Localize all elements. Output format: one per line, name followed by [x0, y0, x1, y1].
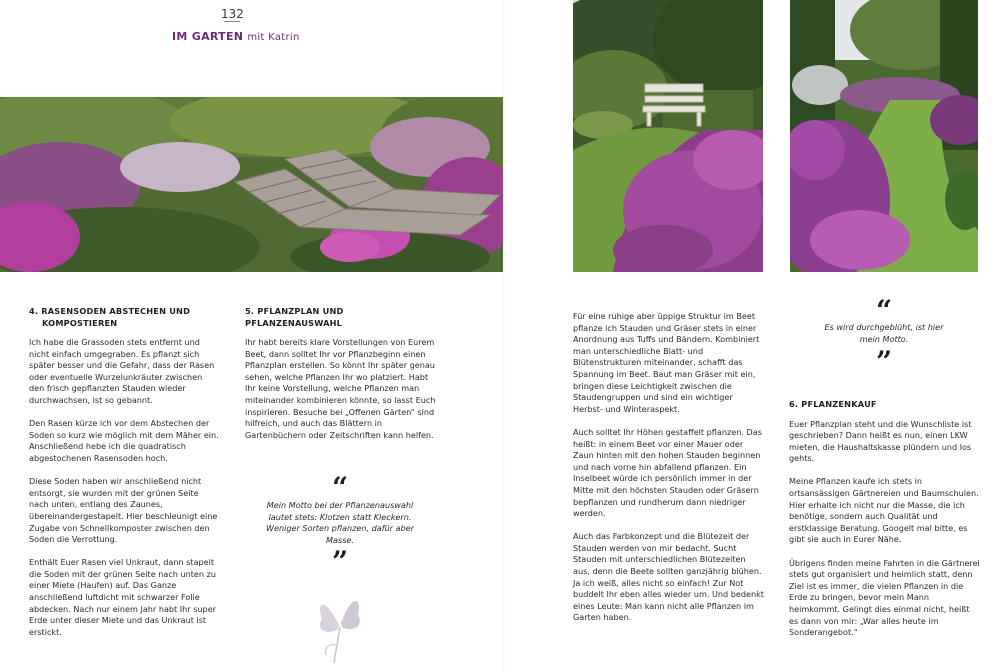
paragraph: Übrigens finden meine Fahrten in die Gärtnerei stets gut organisiert und heimlich statt, denn Ziel ist es immer, die vielen Pflanzen in die Erde zu bringen, bevor mein Mann heimkommt. Gelingt dies einmal nicht, heißt es dann von mir: „War alles heute im Sonderangebot.“	[789, 557, 980, 638]
quote-open-mark: “	[875, 294, 893, 327]
garden-loungers-photo	[0, 97, 503, 272]
section-title-main: IM GARTEN	[172, 30, 244, 43]
column-rasensoden	[29, 306, 219, 650]
heading-line-2: PFLANZENAUSWAHL	[245, 317, 343, 328]
pull-quote-motto: Mein Motto bei der Pflanzenauswahl lautet stets: Klotzen statt Kleckern. Weniger Sorten pflanzen, dafür aber Masse.	[266, 500, 414, 545]
paragraph: Euer Pflanzplan steht und die Wunschliste ist geschrieben? Dann heißt es nun, einen LKW mieten, die Haushaltskasse plündern und los gehts.	[789, 418, 972, 464]
garden-bench-photo	[573, 0, 763, 272]
paragraph: Ich habe die Grassoden stets entfernt und nicht einfach umgegraben. Es pflanzt sich später besser und die Gefahr, dass der Rasen oder eventuelle Wurzelunkräuter zwischen den frisch gepflanzten Stauden wieder durchwachsen, ist so gebannt.	[29, 337, 215, 405]
heading-line-2: KOMPOSTIEREN	[42, 317, 118, 328]
column-pflanzenkauf	[789, 399, 981, 650]
paragraph: Den Rasen kürze ich vor dem Abstechen der Soden so kurz wie möglich mit dem Mäher ein. Anschließend hebe ich die quadratisch abgestochenen Rasensoden hoch.	[29, 418, 219, 463]
section-title-sub: mit Katrin	[247, 32, 300, 43]
paragraph: Auch das Farbkonzept und die Blütezeit der Stauden werden von mir bedacht. Sucht Stauden mit unterschiedlichen Blütezeiten aus, denn die Beete sollten ganzjährig blühen. Ja ich weiß, alles nicht so einfach! Zur Not buddelt Ihr eben alles wieder um. Und bedenkt eines Leute: Man kann nicht alle Pflanzen im Garten haben.	[573, 531, 764, 623]
paragraph: Auch solltet Ihr Höhen gestaffelt pflanzen. Das heißt: in einem Beet vor einer Mauer oder Zaun hinten mit den hohen Stauden beginnen und nach vorne hin abfallend pflanzen. Ein Inselbeet würde ich persönlich immer in der Mitte mit den höchsten Stauden oder Gräsern bepflanzen und rundherum dann niedriger werden.	[573, 426, 762, 519]
page-number: 132	[221, 7, 244, 21]
heading-pflanzenkauf: 6. PFLANZENKAUF	[789, 399, 877, 409]
paragraph: Diese Soden haben wir anschließend nicht entsorgt, sie wurden mit der grünen Seite nach unten, entlang des Zaunes, übereinandergestapelt. Hier beschleunigt eine Zugabe von Schnellkomposter zwischen den Soden die Verrottung.	[29, 476, 218, 545]
quote-open-mark: “	[331, 471, 349, 504]
quote-close-mark: ”	[875, 345, 893, 378]
heading-line-1: 4. RASENSODEN ABSTECHEN UND	[29, 306, 191, 316]
paragraph: Enthält Euer Rasen viel Unkraut, dann stapelt die Soden mit der grünen Seite nach unten zu einer Miete (Haufen) auf. Das Ganze anschließend luftdicht mit schwarzer Folie abdecken. Nach nur einem Jahr habt Ihr super Erde unter dieser Miete und das Unkraut ist erstickt.	[29, 557, 216, 637]
garden-lawn-photo	[790, 0, 978, 272]
section-title	[172, 30, 300, 43]
column-struktur	[573, 311, 765, 636]
column-pflanzplan	[245, 306, 437, 453]
paragraph: Meine Pflanzen kaufe ich stets in ortsansässigen Gärtnereien und Baumschulen. Hier erhalte ich nicht nur die Masse, die ich benötige, sondern auch Qualität und erstklassige Beratung. Googelt mal bitte, es gibt sie auch in Eurer Nähe.	[789, 476, 979, 545]
pull-quote-durchgebluht: Es wird durchgeblüht, ist hier mein Motto.	[824, 322, 944, 344]
paragraph: Für eine ruhige aber üppige Struktur im Beet pflanze ich Stauden und Gräser stets in einer Anordnung aus Tuffs und Bändern. Kombiniert man unterschiedliche Blatt- und Blütenstrukturen miteinander, schafft das Spannung im Beet. Baut man Gräser mit ein, bringen diese Leichtigkeit zwischen die Staudengruppen und sind ein wichtiger Herbst- und Winteraspekt.	[573, 311, 760, 414]
page-gutter	[503, 0, 505, 672]
butterfly-icon	[314, 585, 364, 665]
paragraph: Ihr habt bereits klare Vorstellungen von Eurem Beet, dann solltet Ihr vor Pflanzbeginn einen Pflanzplan erstellen. So könnt Ihr später genau sehen, welche Pflanzen Ihr wo platziert. Habt Ihr keine Vorstellung, welche Pflanzen man miteinander kombinieren könnte, so lasst Euch inspirieren. Besuche bei „Offenen Gärten“ sind hilfreich, und auch das Blättern in Gartenbüchern oder Zeitschriften kann helfen.	[245, 337, 436, 440]
heading-line-1: 5. PFLANZPLAN UND	[245, 306, 344, 316]
heading-pflanzplan	[245, 306, 437, 329]
heading-rasensoden	[29, 306, 219, 329]
quote-close-mark: ”	[331, 545, 349, 578]
page-number-rule	[224, 21, 240, 22]
